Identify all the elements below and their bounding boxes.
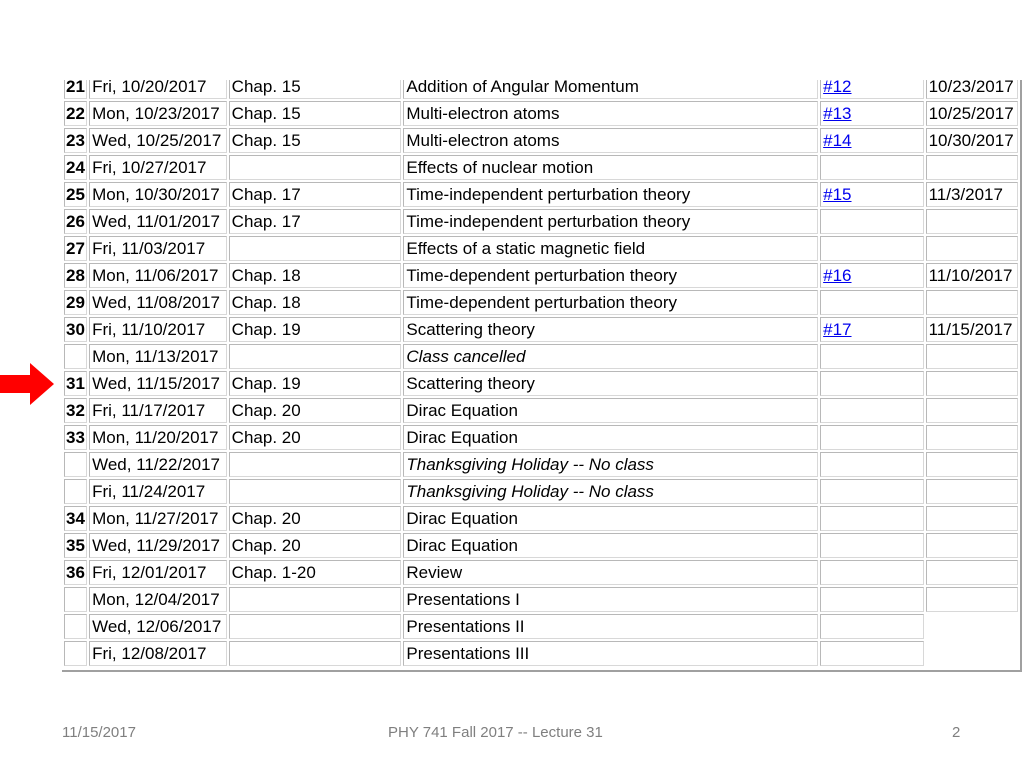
lecture-number [64, 479, 87, 504]
table-row [64, 560, 1018, 585]
table-row [64, 182, 1018, 207]
lecture-date: Fri, 10/20/2017 [89, 80, 227, 99]
lecture-topic: Time-dependent perturbation theory [403, 263, 818, 288]
lecture-number: 24 [64, 155, 87, 180]
lecture-date: Mon, 12/04/2017 [89, 587, 227, 612]
table-row [64, 452, 1018, 477]
table-row [64, 398, 1018, 423]
due-date: 11/10/2017 [926, 263, 1018, 288]
lecture-date: Fri, 12/08/2017 [89, 641, 227, 666]
lecture-topic: Time-independent perturbation theory [403, 209, 818, 234]
homework-cell [820, 155, 923, 180]
due-date [926, 209, 1018, 234]
due-date [926, 506, 1018, 531]
due-date [926, 614, 1018, 639]
table-row [64, 506, 1018, 531]
lecture-date: Fri, 10/27/2017 [89, 155, 227, 180]
lecture-date: Mon, 11/13/2017 [89, 344, 227, 369]
chapter [229, 155, 402, 180]
table-row [64, 317, 1018, 342]
lecture-date: Mon, 11/20/2017 [89, 425, 227, 450]
table-row [64, 290, 1018, 315]
due-date [926, 155, 1018, 180]
chapter: Chap. 19 [229, 317, 402, 342]
page-number: 2 [952, 724, 961, 741]
due-date [926, 371, 1018, 396]
table-row [64, 614, 1018, 639]
due-date [926, 398, 1018, 423]
lecture-date: Fri, 11/10/2017 [89, 317, 227, 342]
chapter: Chap. 20 [229, 533, 402, 558]
due-date [926, 236, 1018, 261]
chapter: Chap. 15 [229, 128, 402, 153]
lecture-number: 26 [64, 209, 87, 234]
lecture-topic: Dirac Equation [403, 425, 818, 450]
homework-link[interactable]: #15 [823, 185, 852, 204]
homework-cell [820, 263, 923, 288]
table-row [64, 209, 1018, 234]
due-date: 10/30/2017 [926, 128, 1018, 153]
table-row [64, 80, 1018, 99]
due-date [926, 425, 1018, 450]
homework-cell [820, 344, 923, 369]
lecture-number [64, 641, 87, 666]
homework-cell [820, 614, 923, 639]
homework-link[interactable]: #16 [823, 266, 852, 285]
lecture-topic: Thanksgiving Holiday -- No class [403, 452, 818, 477]
due-date [926, 560, 1018, 585]
lecture-number: 33 [64, 425, 87, 450]
schedule-body [64, 80, 1018, 666]
lecture-date: Fri, 11/17/2017 [89, 398, 227, 423]
lecture-number: 32 [64, 398, 87, 423]
homework-link[interactable]: #17 [823, 320, 852, 339]
homework-cell [820, 128, 923, 153]
lecture-date: Mon, 10/30/2017 [89, 182, 227, 207]
chapter: Chap. 20 [229, 506, 402, 531]
lecture-topic: Presentations III [403, 641, 818, 666]
chapter: Chap. 1-20 [229, 560, 402, 585]
due-date [926, 290, 1018, 315]
lecture-number: 25 [64, 182, 87, 207]
lecture-topic: Addition of Angular Momentum [403, 80, 818, 99]
due-date [926, 587, 1018, 612]
lecture-topic: Presentations II [403, 614, 818, 639]
lecture-number: 21 [64, 80, 87, 99]
homework-cell [820, 317, 923, 342]
lecture-number [64, 614, 87, 639]
lecture-date: Wed, 12/06/2017 [89, 614, 227, 639]
chapter [229, 452, 402, 477]
homework-cell [820, 236, 923, 261]
homework-cell [820, 209, 923, 234]
homework-cell [820, 506, 923, 531]
chapter: Chap. 20 [229, 398, 402, 423]
homework-cell [820, 182, 923, 207]
lecture-number [64, 452, 87, 477]
lecture-topic: Time-dependent perturbation theory [403, 290, 818, 315]
chapter: Chap. 18 [229, 290, 402, 315]
lecture-number [64, 344, 87, 369]
schedule-table [62, 80, 1020, 668]
lecture-date: Wed, 11/15/2017 [89, 371, 227, 396]
due-date: 10/25/2017 [926, 101, 1018, 126]
lecture-topic: Time-independent perturbation theory [403, 182, 818, 207]
chapter: Chap. 19 [229, 371, 402, 396]
lecture-number: 36 [64, 560, 87, 585]
homework-cell [820, 290, 923, 315]
due-date [926, 533, 1018, 558]
homework-cell [820, 452, 923, 477]
homework-cell [820, 479, 923, 504]
homework-link[interactable]: #12 [823, 80, 852, 96]
chapter: Chap. 18 [229, 263, 402, 288]
lecture-number: 31 [64, 371, 87, 396]
lecture-topic: Scattering theory [403, 371, 818, 396]
lecture-topic: Multi-electron atoms [403, 128, 818, 153]
table-row [64, 371, 1018, 396]
lecture-date: Fri, 11/24/2017 [89, 479, 227, 504]
lecture-date: Mon, 10/23/2017 [89, 101, 227, 126]
homework-cell [820, 398, 923, 423]
lecture-date: Wed, 11/29/2017 [89, 533, 227, 558]
lecture-date: Wed, 11/22/2017 [89, 452, 227, 477]
table-row [64, 479, 1018, 504]
due-date [926, 479, 1018, 504]
lecture-date: Wed, 11/08/2017 [89, 290, 227, 315]
lecture-date: Mon, 11/27/2017 [89, 506, 227, 531]
table-row [64, 236, 1018, 261]
lecture-topic: Presentations I [403, 587, 818, 612]
footer-date: 11/15/2017 [62, 724, 136, 741]
chapter [229, 236, 402, 261]
table-row [64, 587, 1018, 612]
footer-title: PHY 741 Fall 2017 -- Lecture 31 [388, 724, 603, 741]
lecture-topic: Effects of a static magnetic field [403, 236, 818, 261]
due-date: 11/15/2017 [926, 317, 1018, 342]
lecture-topic: Thanksgiving Holiday -- No class [403, 479, 818, 504]
lecture-number: 30 [64, 317, 87, 342]
lecture-topic: Dirac Equation [403, 533, 818, 558]
lecture-topic: Multi-electron atoms [403, 101, 818, 126]
table-row [64, 128, 1018, 153]
lecture-date: Wed, 11/01/2017 [89, 209, 227, 234]
lecture-date: Fri, 12/01/2017 [89, 560, 227, 585]
lecture-topic: Dirac Equation [403, 398, 818, 423]
chapter [229, 641, 402, 666]
lecture-number: 35 [64, 533, 87, 558]
chapter: Chap. 15 [229, 101, 402, 126]
table-row [64, 533, 1018, 558]
lecture-topic: Review [403, 560, 818, 585]
table-row [64, 344, 1018, 369]
lecture-date: Mon, 11/06/2017 [89, 263, 227, 288]
homework-cell [820, 371, 923, 396]
homework-link[interactable]: #13 [823, 104, 852, 123]
due-date: 11/3/2017 [926, 182, 1018, 207]
lecture-number [64, 587, 87, 612]
table-row [64, 425, 1018, 450]
lecture-topic: Effects of nuclear motion [403, 155, 818, 180]
lecture-number: 29 [64, 290, 87, 315]
homework-cell [820, 533, 923, 558]
chapter: Chap. 20 [229, 425, 402, 450]
due-date [926, 344, 1018, 369]
lecture-number: 34 [64, 506, 87, 531]
lecture-date: Wed, 10/25/2017 [89, 128, 227, 153]
homework-link[interactable]: #14 [823, 131, 852, 150]
lecture-number: 22 [64, 101, 87, 126]
homework-cell [820, 101, 923, 126]
due-date [926, 452, 1018, 477]
homework-cell [820, 425, 923, 450]
table-row [64, 641, 1018, 666]
table-row [64, 101, 1018, 126]
homework-cell [820, 80, 923, 99]
schedule-table-viewport [62, 80, 1022, 672]
chapter: Chap. 15 [229, 80, 402, 99]
chapter [229, 614, 402, 639]
lecture-date: Fri, 11/03/2017 [89, 236, 227, 261]
lecture-topic: Class cancelled [403, 344, 818, 369]
homework-cell [820, 560, 923, 585]
right-arrow-icon [0, 363, 54, 405]
chapter [229, 587, 402, 612]
lecture-number: 28 [64, 263, 87, 288]
chapter [229, 479, 402, 504]
table-row [64, 263, 1018, 288]
chapter: Chap. 17 [229, 182, 402, 207]
lecture-number: 23 [64, 128, 87, 153]
homework-cell [820, 641, 923, 666]
chapter: Chap. 17 [229, 209, 402, 234]
table-row [64, 155, 1018, 180]
lecture-topic: Scattering theory [403, 317, 818, 342]
due-date [926, 641, 1018, 666]
lecture-topic: Dirac Equation [403, 506, 818, 531]
homework-cell [820, 587, 923, 612]
chapter [229, 344, 402, 369]
lecture-number: 27 [64, 236, 87, 261]
due-date: 10/23/2017 [926, 80, 1018, 99]
